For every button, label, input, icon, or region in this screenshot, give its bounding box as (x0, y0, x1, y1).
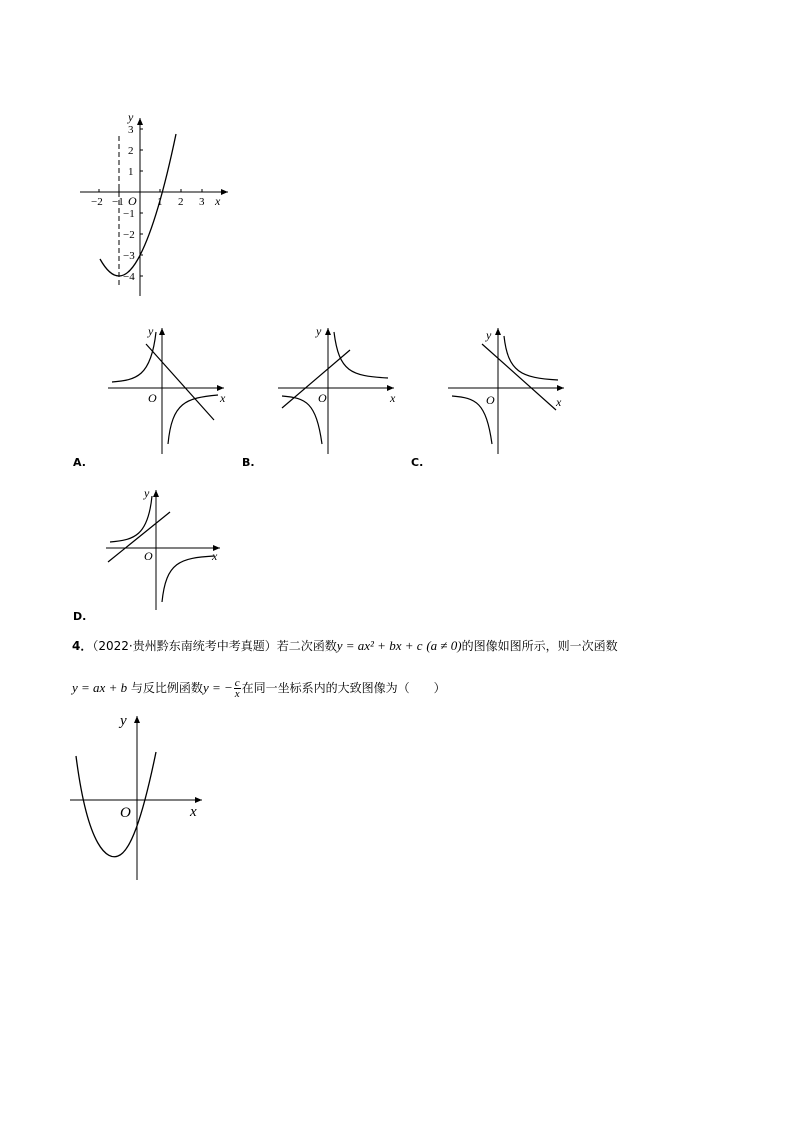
option-b-graph[interactable] (276, 322, 402, 458)
y-axis-label: y (128, 110, 134, 124)
question-text: 在同一坐标系内的大致图像为（ ） (241, 681, 446, 695)
question-source: （2022·贵州黔东南统考中考真题）若二次函数 (92, 639, 337, 653)
fraction (234, 678, 241, 699)
svg-text:O: O (318, 391, 327, 405)
svg-text:O: O (144, 549, 153, 563)
question-4-line-1 (72, 638, 618, 654)
parabola-graph-top (78, 108, 238, 300)
question-number: 4． (72, 639, 93, 653)
svg-text:y: y (148, 324, 154, 338)
option-c-label[interactable]: C. (411, 456, 424, 469)
svg-text:y: y (120, 713, 127, 729)
svg-text:x: x (190, 804, 197, 820)
question-text: 与反比例函数 (130, 681, 203, 695)
svg-text:y: y (316, 324, 322, 338)
fraction-denominator: x (234, 688, 240, 700)
y-tick-label: −1 (123, 208, 135, 220)
svg-text:x: x (556, 395, 562, 409)
parabola-graph-q4 (68, 710, 210, 884)
x-tick-label: 1 (157, 196, 163, 208)
svg-text:x: x (212, 549, 218, 563)
svg-text:O: O (148, 391, 157, 405)
question-text: 的图像如图所示，则一次函数 (461, 639, 618, 653)
y-tick-label: 3 (128, 124, 134, 136)
x-axis-label: x (215, 194, 221, 208)
question-4-line-2 (72, 678, 446, 699)
option-d-label[interactable]: D. (73, 610, 87, 623)
origin-label: O (128, 194, 137, 208)
y-tick-label: 2 (128, 145, 134, 157)
svg-text:O: O (120, 805, 131, 821)
x-tick-label: 3 (199, 196, 205, 208)
option-a-label[interactable]: A. (73, 456, 86, 469)
parabola-curve (76, 752, 156, 857)
svg-text:O: O (486, 393, 495, 407)
equation-quadratic: y = ax² + bx + c (336, 638, 423, 653)
fraction-numerator: c (234, 677, 240, 689)
option-a-graph[interactable] (106, 322, 232, 458)
svg-text:y: y (486, 328, 492, 342)
svg-text:x: x (220, 391, 226, 405)
svg-text:x: x (390, 391, 396, 405)
equation-linear: y = ax + b (72, 680, 128, 695)
y-tick-label: −2 (123, 229, 135, 241)
option-c-graph[interactable] (446, 322, 572, 458)
x-tick-label: −2 (91, 196, 103, 208)
y-tick-label: 1 (128, 166, 134, 178)
equation-inverse-prefix: y = − (202, 680, 233, 695)
x-tick-label: −1 (112, 196, 124, 208)
svg-text:y: y (144, 486, 150, 500)
x-tick-label: 2 (178, 196, 184, 208)
y-tick-label: −3 (123, 250, 135, 262)
equation-condition: (a ≠ 0) (426, 638, 462, 653)
option-b-label[interactable]: B. (242, 456, 255, 469)
option-d-graph[interactable] (104, 486, 226, 612)
y-tick-label: −4 (123, 271, 135, 283)
